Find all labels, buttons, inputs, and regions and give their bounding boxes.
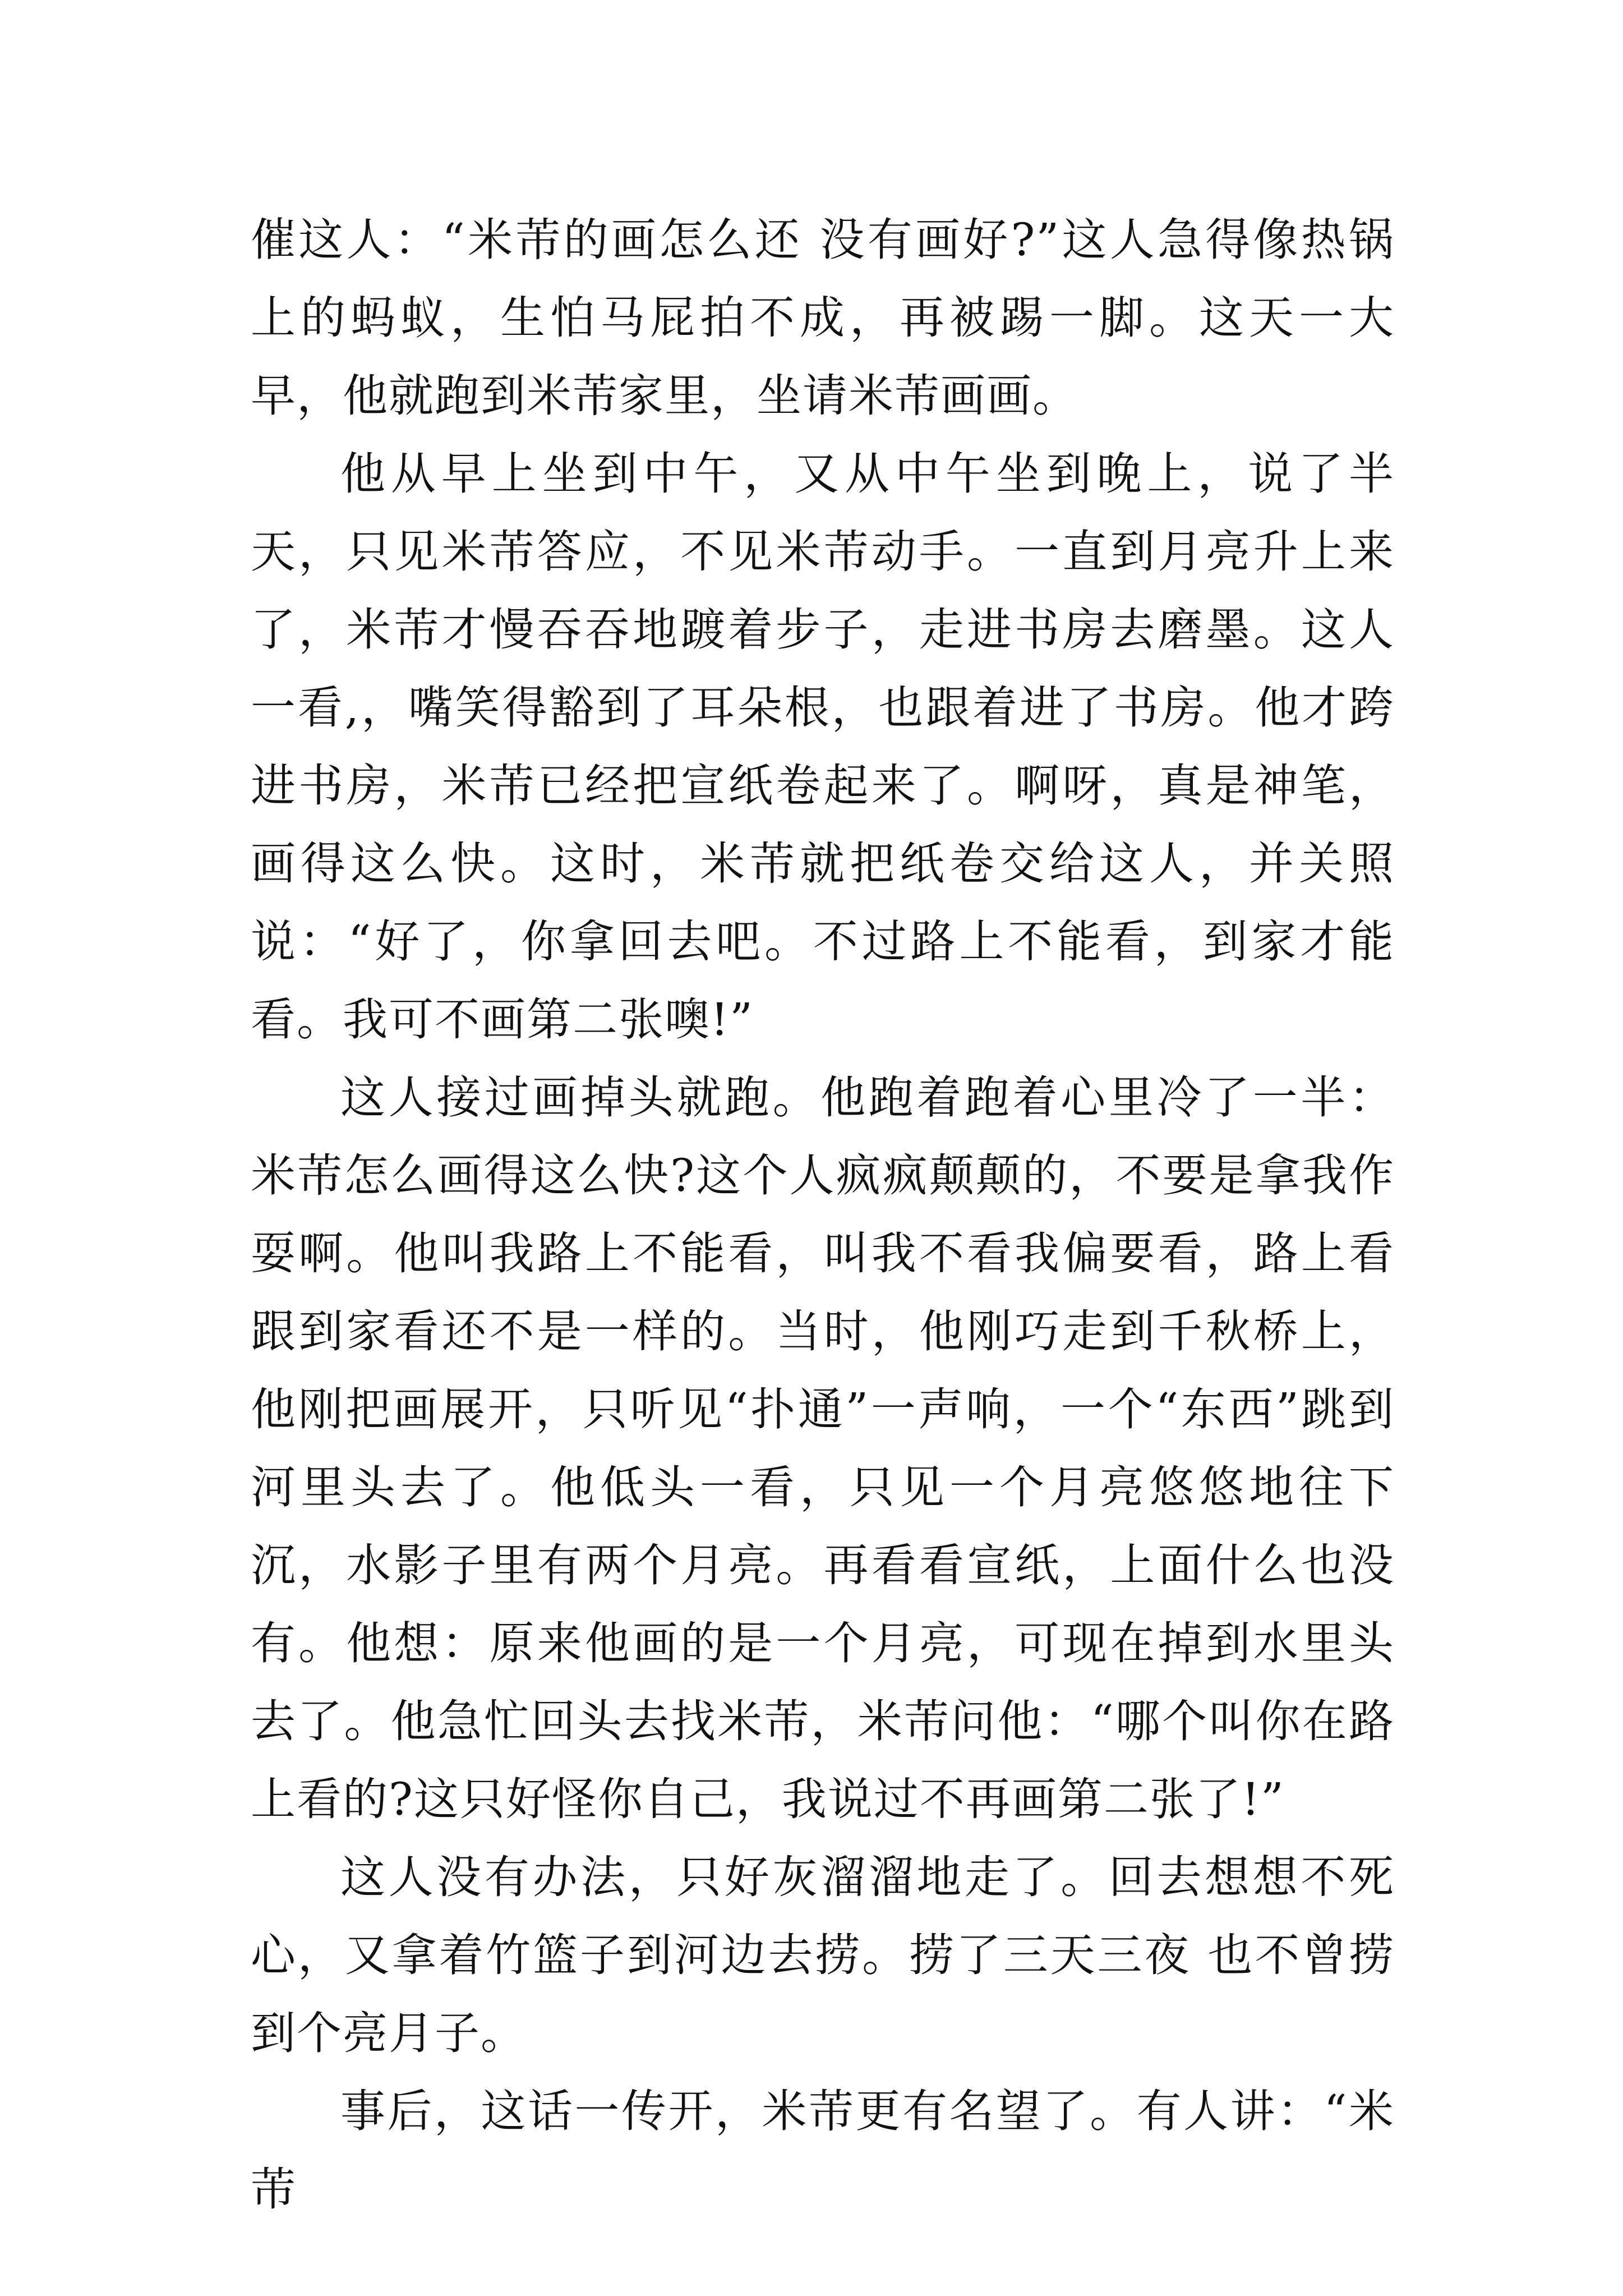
paragraph-3: 这人接过画掉头就跑。他跑着跑着心里冷了一半：米芾怎么画得这么快?这个人疯疯颠颠的，不要是拿我作耍啊。他叫我路上不能看，叫我不看我偏要看，路上看跟到家看还不是一样的。当时，他刚巧走到千秋桥上，他刚把画展开，只听见“扑通”一声响，一个“东西”跳到河里头去了。他低头一看，只见一个月亮悠悠地往下沉，水影子里有两个月亮。再看看宣纸，上面什么也没有。他想：原来他画的是一个月亮，可现在掉到水里头去了。他急忙回头去找米芾，米芾问他：“哪个叫你在路上看的?这只好怪你自己，我说过不再画第二张了!” — [251, 1071, 1395, 1825]
paragraph-5: 事后，这话一传开，米芾更有名望了。有人讲：“米芾 — [251, 2085, 1395, 2215]
paragraph-1: 催这人：“米芾的画怎么还 没有画好?”这人急得像热锅上的蚂蚁，生怕马屁拍不成，再被踢一脚。这天一大早，他就跑到米芾家里，坐请米芾画画。 — [251, 214, 1395, 422]
paragraph-2: 他从早上坐到中午，又从中午坐到晚上，说了半天，只见米芾答应，不见米芾动手。一直到月亮升上来了，米芾才慢吞吞地踱着步子，走进书房去磨墨。这人一看,，嘴笑得豁到了耳朵根，也跟着进了书房。他才跨进书房，米芾已经把宣纸卷起来了。啊呀，真是神笔，画得这么快。这时，米芾就把纸卷交给这人，并关照说：“好了，你拿回去吧。不过路上不能看，到家才能看。我可不画第二张噢!” — [251, 448, 1395, 1046]
body-text — [251, 201, 1395, 2228]
paragraph-4: 这人没有办法，只好灰溜溜地走了。回去想想不死心，又拿着竹篮子到河边去捞。捞了三天三夜 也不曾捞到个亮月子。 — [251, 1851, 1395, 2059]
